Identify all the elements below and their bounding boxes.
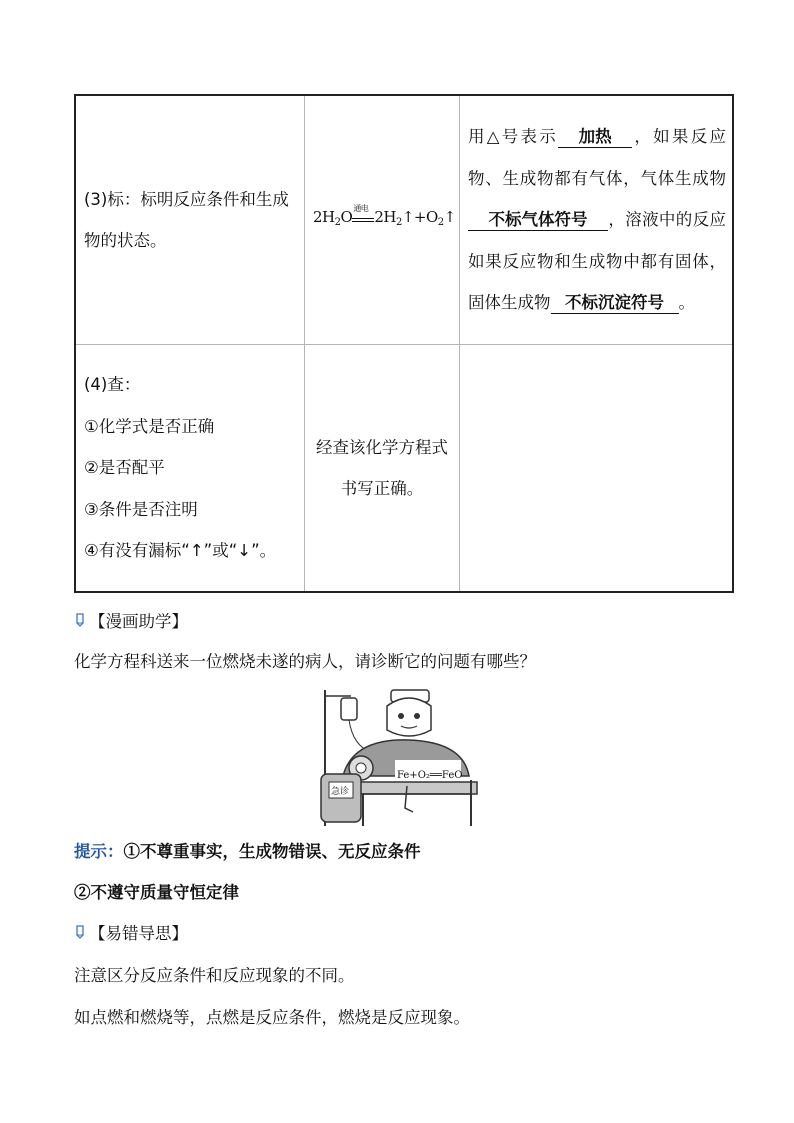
comic-question: 化学方程科送来一位燃烧未遂的病人，请诊断它的问题有哪些？ <box>74 652 536 671</box>
answer-blank-gas: 不标气体符号 <box>468 210 608 231</box>
step-text: (3)标：标明反应条件和生成物的状态。 <box>84 189 289 250</box>
answer-blank-precipitate: 不标沉淀符号 <box>551 293 679 314</box>
step-label-3 <box>75 95 305 345</box>
hospital-patient-illustration <box>313 686 481 830</box>
table-row-3 <box>75 95 733 345</box>
electrolysis-equation: $2H_2O$ 通电 $2H_2↑+O_2↑$ <box>313 204 456 229</box>
condition-arrow: 通电 <box>352 216 374 222</box>
table-row-4 <box>75 345 733 593</box>
explanation-cell: 用△号表示 加热 ，如果反应物、生成物都有气体，气体生成物不标气体符号 ，溶液中的反应如果反应物和生成物中都有固体，固体生成物 不标沉淀符号 。 <box>460 95 734 345</box>
content-table <box>74 94 734 593</box>
pencil-icon <box>74 925 86 939</box>
hint-label: 提示： <box>74 842 124 861</box>
pencil-icon <box>74 613 86 627</box>
section-heading-comic: 【漫画助学】 <box>74 608 188 632</box>
emergency-sign: 急诊 <box>331 787 350 797</box>
step-label-4: (4)查： ①化学式是否正确 ②是否配平 ③条件是否注明 ④有没有漏标“↑”或“↓”。 <box>75 345 305 593</box>
section-heading-mistakes: 【易错导思】 <box>74 920 188 944</box>
empty-cell <box>460 345 734 593</box>
equation-cell <box>305 95 460 345</box>
mistake-note-1: 注意区分反应条件和反应现象的不同。 <box>74 966 355 985</box>
hint-line-2: ②不遵守质量守恒定律 <box>74 883 239 902</box>
mistake-note-2: 如点燃和燃烧等，点燃是反应条件，燃烧是反应现象。 <box>74 1008 470 1027</box>
cartoon-formula: Fe+O₂══FeO <box>397 770 463 781</box>
answer-blank-heating: 加热 <box>558 127 632 148</box>
hint-line-1: 提示：①不尊重事实，生成物错误、无反应条件 <box>74 842 421 861</box>
check-example-cell: 经查该化学方程式书写正确。 <box>305 345 460 593</box>
